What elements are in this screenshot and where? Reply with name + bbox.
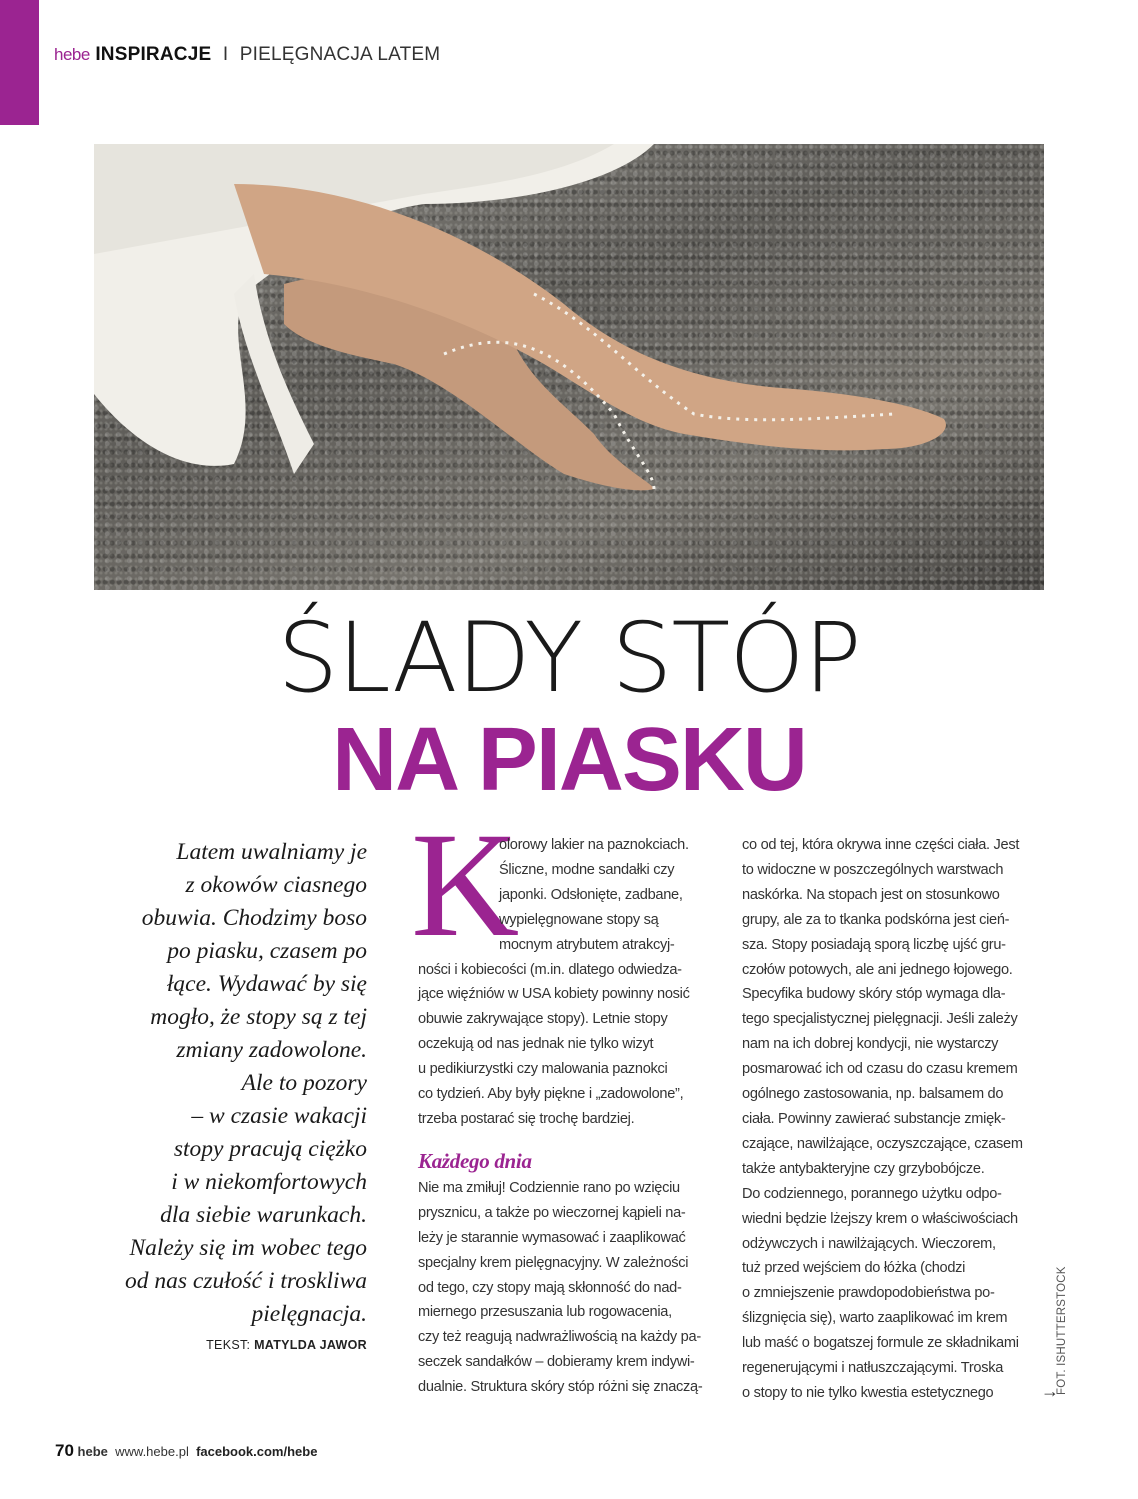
text-line: obuwie zakrywające stopy). Letnie stopy [418,1011,668,1028]
section-color-tab [0,0,39,125]
text-line: tego specjalistycznej pielęgnacji. Jeśli zależy [742,1011,1018,1028]
text-line: stopy pracują ciężko [173,1136,367,1162]
text-line: oczekują od nas jednak nie tylko wizyt [418,1036,654,1053]
text-line: regenerującymi i natłuszczającymi. Troska [742,1360,1004,1377]
page-number: 70 [55,1441,74,1460]
drop-cap: K [411,802,520,968]
text-line: ślizgnięcia się), warto zaaplikować im krem [742,1310,1008,1327]
text-line: czy też reagują nadwrażliwością na każdy pa- [418,1329,701,1346]
text-line: posmarować ich od czasu do czasu kremem [742,1061,1018,1078]
text-line: specjalny krem pielęgnacyjny. W zależności [418,1254,689,1271]
byline-author: MATYLDA JAWOR [254,1338,367,1352]
text-line: mocnym atrybutem atrakcyj- [499,936,675,953]
text-line: lub maść o bogatszej formule ze składnikami [742,1335,1019,1352]
text-line: prysznicu, a także po wieczornej kąpieli na- [418,1204,686,1221]
text-line: ności i kobiecości (m.in. dlatego odwiedza- [418,961,682,978]
text-line: dualnie. Struktura skóry stóp różni się znaczą- [418,1379,703,1396]
text-line: dla siebie warunkach. [160,1202,367,1228]
text-line: mogło, że stopy są z tej [150,1004,367,1030]
text-line: Należy się im wobec tego [129,1235,367,1261]
text-line: czołów potowych, ale ani jednego łojowego. [742,961,1013,978]
photo-credit: FOT. ISHUTTERSTOCK [1056,1266,1068,1395]
text-line: Nie ma zmiłuj! Codziennie rano po wzięciu [418,1179,680,1196]
continue-arrow-icon: → [1041,1381,1059,1401]
text-line: po piasku, czasem po [167,938,367,964]
text-line: Latem uwalniamy je [176,839,367,865]
text-line: obuwia. Chodzimy boso [141,905,367,931]
text-line: o stopy to nie tylko kwestia estetycznego [742,1384,994,1401]
footer-brand: hebe [77,1444,108,1459]
footer-facebook[interactable]: facebook.com/hebe [196,1444,318,1459]
article-title-line1: ŚLADY STÓP [277,602,861,714]
text-line: grupy, ale za to tkanka podskórna jest cień- [742,911,1010,928]
text-line: seczek sandałków – dobieramy krem indywi- [418,1354,695,1371]
text-line: jące więźniów w USA kobiety powinny nosić [418,986,690,1003]
text-line: sza. Stopy posiadają sporą liczbę ujść gru- [742,936,1006,953]
header-section: INSPIRACJE [95,44,212,65]
text-line: tuż przed wejściem do łóżka (chodzi [742,1260,966,1277]
text-line: i w niekomfortowych [171,1169,367,1195]
page-footer [55,1441,317,1461]
text-line: odżywczych i nawilżających. Wieczorem, [742,1235,996,1252]
text-line: Do codziennego, porannego użytku odpo- [742,1185,1002,1202]
text-line: czające, nawilżające, oczyszczające, czasem [742,1135,1023,1152]
text-line: miernego przesuszania lub rogowacenia, [418,1304,672,1321]
text-line: trzeba postarać się trochę bardziej. [418,1110,635,1127]
text-line: to widoczne w poszczególnych warstwach [742,861,1004,878]
text-line: olorowy lakier na paznokciach. [499,837,689,853]
subheading: Każdego dnia [418,1148,532,1173]
text-line: od tego, czy stopy mają skłonność do nad- [418,1279,682,1296]
text-line: od nas czułość i troskliwa [125,1268,367,1294]
text-line: także antybakteryjne czy grzybobójcze. [742,1160,985,1177]
article-title-line2: NA PIASKU [332,710,806,810]
header-separator: I [222,44,229,65]
text-line: japonki. Odsłonięte, zadbane, [499,886,683,903]
hero-photo [94,144,1044,590]
text-line: o zmniejszenie prawdopodobieństwa po- [742,1285,995,1302]
text-line: ciała. Powinny zawierać substancje zmięk- [742,1110,1006,1127]
text-line: Specyfika budowy skóry stóp wymaga dla- [742,986,1006,1003]
intro-lead [60,836,367,1331]
header-subsection: PIELĘGNACJA LATEM [239,44,441,65]
text-line: nam na ich dobrej kondycji, nie wystarczy [742,1036,999,1053]
text-line: Ale to pozory [241,1070,367,1096]
header-brand: hebe [54,45,90,64]
footer-url[interactable]: www.hebe.pl [115,1444,189,1459]
text-line: zmiany zadowolone. [176,1037,367,1063]
byline-label: TEKST: [206,1338,251,1352]
text-line: naskórka. Na stopach jest on stosunkowo [742,886,1000,903]
text-line: leży je starannie wymasować i zaaplikować [418,1229,686,1246]
running-header [54,44,440,66]
text-line: ogólnego zastosowania, np. balsamem do [742,1086,1004,1103]
text-line: wiedni będzie lżejszy krem o właściwościach [742,1210,1018,1227]
text-line: Śliczne, modne sandałki czy [499,861,675,878]
text-line: wypielęgnowane stopy są [499,911,659,928]
text-line: – w czasie wakacji [191,1103,367,1129]
text-line: z okowów ciasnego [185,872,367,898]
text-line: co od tej, która okrywa inne części ciała. Jest [742,837,1020,853]
feet-illustration [94,144,1044,590]
article-column-1 [418,833,702,1400]
byline [206,1338,367,1352]
article-column-2 [742,833,1023,1406]
text-line: łące. Wydawać by się [166,971,367,997]
text-line: u pedikiurzystki czy malowania paznokci [418,1061,668,1078]
text-line: pielęgnacja. [251,1301,367,1327]
text-line: co tydzień. Aby były piękne i „zadowolone”, [418,1086,684,1103]
